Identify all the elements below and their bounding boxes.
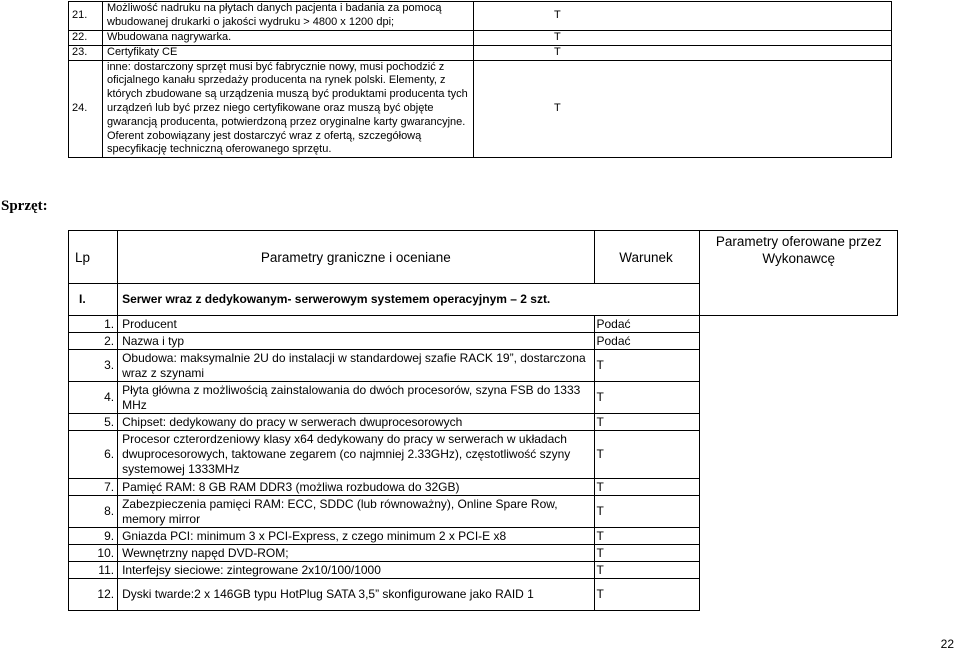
row-description: Wbudowana nagrywarka. [103,31,474,46]
row-condition: T [594,414,700,431]
row-lp: 7. [69,479,118,496]
row-parameter: Interfejsy sieciowe: zintegrowane 2x10/100/1000 [118,562,594,579]
row-parameter: Procesor czterordzeniowy klasy x64 dedykowany do pracy w serwerach w układach dwuprocesorowych, taktowane zegarem (co najmniej 2.33GHz), częstotliwość szyny systemowej 1333MHz [118,431,594,479]
row-parameter: Nazwa i typ [118,333,594,350]
row-description: Certyfikaty CE [103,45,474,60]
row-parameter: Obudowa: maksymalnie 2U do instalacji w standardowej szafie RACK 19”, dostarczona wraz z szynami [118,350,594,382]
row-description: inne: dostarczony sprzęt musi być fabrycznie nowy, musi pochodzić z oficjalnego kanału sprzedaży producenta na rynek polski. Elementy, z których zbudowane są urządzenia muszą być produktami producenta tych urządzeń lub być przez niego certyfikowane oraz muszą być objęte gwarancją producenta, potwierdzoną przez oryginalne karty gwarancyjne. Oferent zobowiązany jest dostarczyć wraz z ofertą, szczegółową specyfikację techniczną oferowanego sprzętu. [103,60,474,158]
row-condition: Podać [594,333,700,350]
header-condition: Warunek [594,231,700,284]
row-number: 22. [69,31,103,46]
section-heading: Sprzęt: [1,198,48,214]
row-condition: T [594,479,700,496]
table-row [69,479,898,496]
row-number: 23. [69,45,103,60]
table-row [69,31,892,46]
row-condition: Podać [594,316,700,333]
table-row [69,333,898,350]
table-row [69,579,898,611]
row-parameter: Wewnętrzny napęd DVD-ROM; [118,545,594,562]
row-description: Możliwość nadruku na płytach danych pacjenta i badania za pomocą wbudowanej drukarki o jakości wydruku > 4800 x 1200 dpi; [103,2,474,31]
table-row [69,2,892,31]
group-title: Serwer wraz z dedykowanym- serwerowym systemem operacyjnym – 2 szt. [118,284,700,316]
requirements-continuation-table [68,1,892,158]
server-specification-table [68,230,898,611]
header-row [69,231,898,284]
row-lp: 5. [69,414,118,431]
row-value: T [474,45,892,60]
group-lp: I. [69,284,118,316]
row-parameter: Pamięć RAM: 8 GB RAM DDR3 (możliwa rozbudowa do 32GB) [118,479,594,496]
row-parameter: Gniazda PCI: minimum 3 x PCI-Express, z czego minimum 2 x PCI-E x8 [118,528,594,545]
table-row [69,316,898,333]
row-condition: T [594,528,700,545]
table-row [69,431,898,479]
row-condition: T [594,382,700,414]
table-row [69,350,898,382]
row-lp: 8. [69,496,118,528]
table-row [69,382,898,414]
row-parameter: Dyski twarde:2 x 146GB typu HotPlug SATA 3,5” skonfigurowane jako RAID 1 [118,579,594,611]
row-lp: 10. [69,545,118,562]
row-lp: 12. [69,579,118,611]
row-number: 24. [69,60,103,158]
row-number: 21. [69,2,103,31]
row-condition: T [594,431,700,479]
row-condition: T [594,545,700,562]
row-condition: T [594,562,700,579]
row-lp: 3. [69,350,118,382]
row-lp: 9. [69,528,118,545]
table-row [69,496,898,528]
row-parameter: Płyta główna z możliwością zainstalowania do dwóch procesorów, szyna FSB do 1333 MHz [118,382,594,414]
row-lp: 6. [69,431,118,479]
row-condition: T [594,579,700,611]
header-offered-parameters: Parametry oferowane przez Wykonawcę [700,231,898,316]
header-lp: Lp [69,231,118,284]
table-row [69,60,892,158]
row-value: T [474,60,892,158]
row-parameter: Zabezpieczenia pamięci RAM: ECC, SDDC (lub równoważny), Online Spare Row, memory mirror [118,496,594,528]
row-condition: T [594,496,700,528]
table-row [69,528,898,545]
row-lp: 11. [69,562,118,579]
table-row [69,414,898,431]
table-row [69,545,898,562]
row-value: T [474,2,892,31]
table-row [69,45,892,60]
page-number: 22 [940,637,954,651]
row-lp: 1. [69,316,118,333]
row-parameter: Producent [118,316,594,333]
row-lp: 4. [69,382,118,414]
row-parameter: Chipset: dedykowany do pracy w serwerach dwuprocesorowych [118,414,594,431]
table-row [69,562,898,579]
row-condition: T [594,350,700,382]
header-parameters: Parametry graniczne i oceniane [118,231,594,284]
row-lp: 2. [69,333,118,350]
row-value: T [474,31,892,46]
